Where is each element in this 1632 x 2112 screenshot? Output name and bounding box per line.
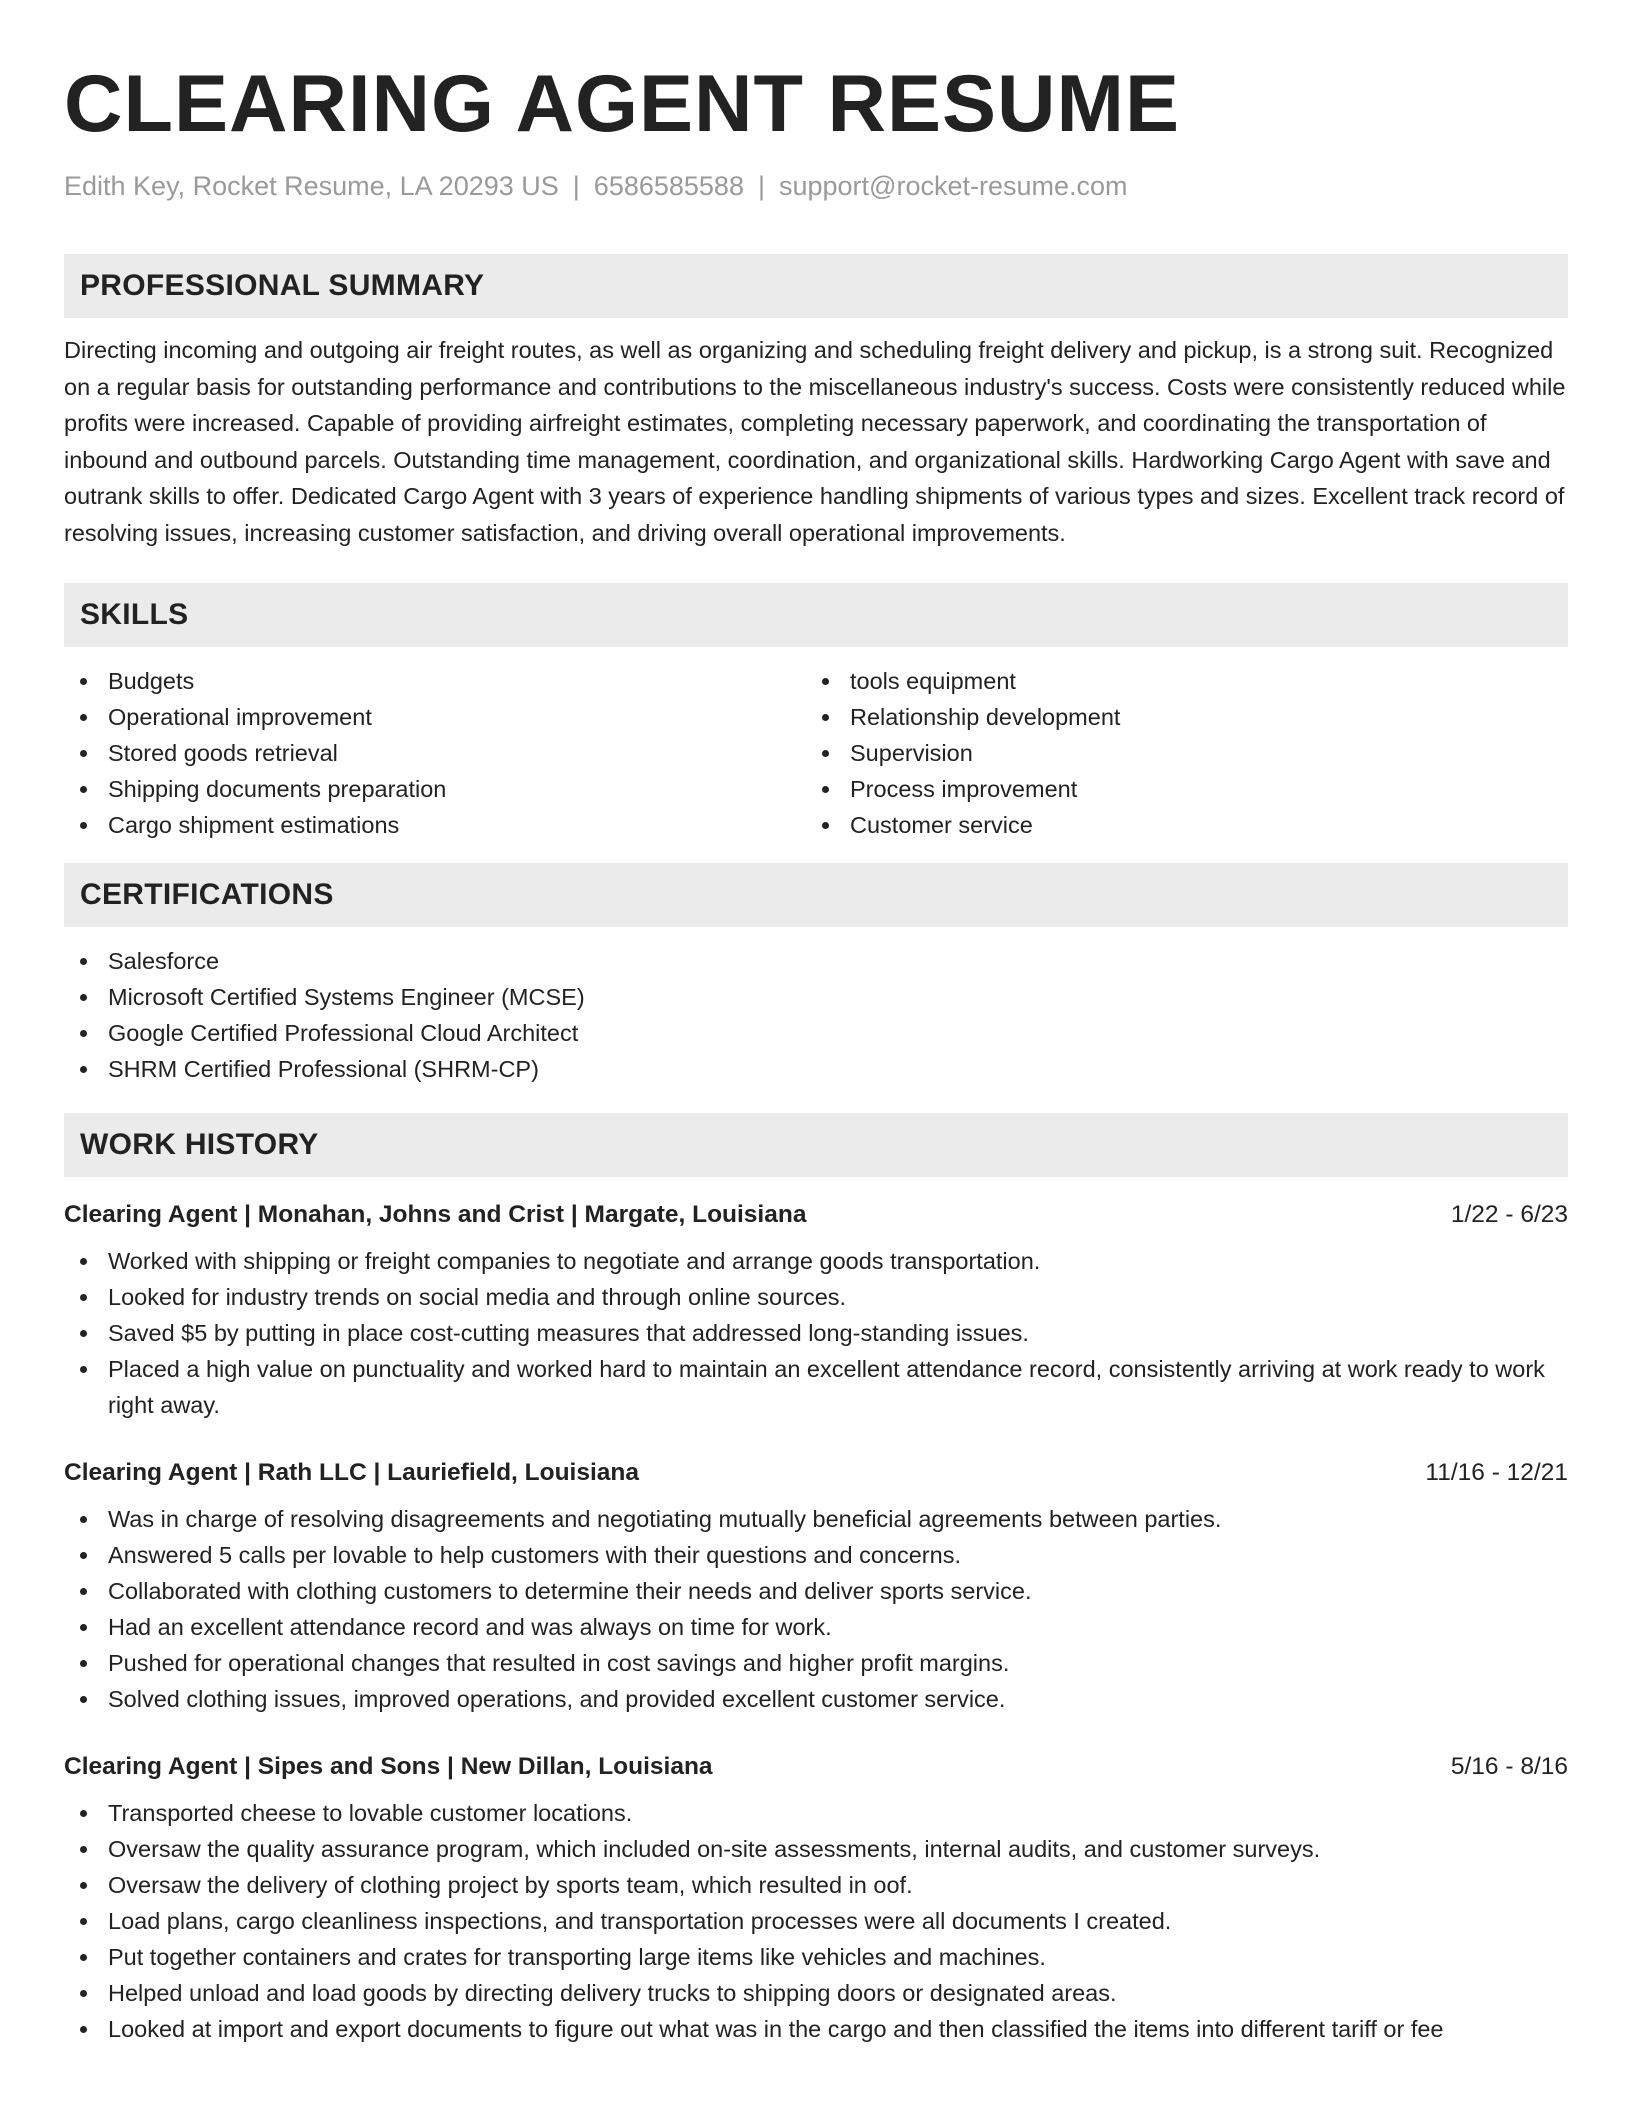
- job-entry: [64, 1751, 1568, 2047]
- skill-item: Customer service: [806, 807, 1548, 843]
- job-bullet: Helped unload and load goods by directing delivery trucks to shipping doors or designated areas.: [64, 1975, 1568, 2011]
- job-bullet: Saved $5 by putting in place cost-cutting measures that addressed long-standing issues.: [64, 1315, 1568, 1351]
- job-entry: [64, 1199, 1568, 1423]
- skill-item: Process improvement: [806, 771, 1548, 807]
- job-bullet: Oversaw the quality assurance program, which included on-site assessments, internal audits, and customer surveys.: [64, 1831, 1568, 1867]
- job-bullet: Load plans, cargo cleanliness inspections, and transportation processes were all documents I created.: [64, 1903, 1568, 1939]
- skill-item: Budgets: [64, 663, 806, 699]
- certification-item: SHRM Certified Professional (SHRM-CP): [64, 1051, 1568, 1087]
- certification-item: Salesforce: [64, 943, 1568, 979]
- job-bullet: Looked at import and export documents to figure out what was in the cargo and then classified the items into different tariff or fee: [64, 2011, 1568, 2047]
- skill-item: Relationship development: [806, 699, 1548, 735]
- job-bullet: Looked for industry trends on social media and through online sources.: [64, 1279, 1568, 1315]
- work-history-list: [64, 1199, 1568, 2047]
- skill-item: Operational improvement: [64, 699, 806, 735]
- resume-title: CLEARING AGENT RESUME: [64, 59, 1181, 149]
- job-dates: 1/22 - 6/23: [1450, 1201, 1568, 1228]
- skills-grid: [64, 663, 1568, 843]
- job-dates: 11/16 - 12/21: [1425, 1459, 1568, 1486]
- skill-item: Cargo shipment estimations: [64, 807, 806, 843]
- section-heading-skills: SKILLS: [64, 583, 1568, 647]
- job-title: Clearing Agent | Sipes and Sons | New Dillan, Louisiana: [64, 1753, 713, 1780]
- job-bullet: Pushed for operational changes that resulted in cost savings and higher profit margins.: [64, 1645, 1568, 1681]
- contact-line: [64, 168, 1568, 204]
- job-bullet: Oversaw the delivery of clothing project by sports team, which resulted in oof.: [64, 1867, 1568, 1903]
- job-bullet: Collaborated with clothing customers to determine their needs and deliver sports service.: [64, 1573, 1568, 1609]
- certification-item: Microsoft Certified Systems Engineer (MCSE): [64, 979, 1568, 1015]
- contact-address: Edith Key, Rocket Resume, LA 20293 US: [64, 171, 559, 201]
- job-bullet: Solved clothing issues, improved operations, and provided excellent customer service.: [64, 1681, 1568, 1717]
- job-bullet: Transported cheese to lovable customer locations.: [64, 1795, 1568, 1831]
- job-header: [64, 1457, 1568, 1489]
- skill-item: tools equipment: [806, 663, 1548, 699]
- skills-column-right: [806, 663, 1548, 843]
- section-heading-certifications: CERTIFICATIONS: [64, 863, 1568, 927]
- skills-column-left: [64, 663, 806, 843]
- job-bullet: Had an excellent attendance record and was always on time for work.: [64, 1609, 1568, 1645]
- certifications-list: [64, 943, 1568, 1087]
- contact-separator: |: [572, 171, 580, 201]
- job-bullet: Worked with shipping or freight companies to negotiate and arrange goods transportation.: [64, 1243, 1568, 1279]
- summary-text: Directing incoming and outgoing air freight routes, as well as organizing and scheduling freight delivery and pickup, is a strong suit. Recognized on a regular basis for outstanding performance and contributions to the miscellaneous industry's success. Costs were consistently reduced while profits were increased. Capable of providing airfreight estimates, completing necessary paperwork, and coordinating the transportation of inbound and outbound parcels. Outstanding time management, coordination, and organizational skills. Hardworking Cargo Agent with save and outrank skills to offer. Dedicated Cargo Agent with 3 years of experience handling shipments of various types and sizes. Excellent track record of resolving issues, increasing customer satisfaction, and driving overall operational improvements.: [64, 337, 1566, 546]
- contact-separator: |: [757, 171, 765, 201]
- job-header: [64, 1751, 1568, 1783]
- job-bullet: Put together containers and crates for transporting large items like vehicles and machines.: [64, 1939, 1568, 1975]
- skill-item: Stored goods retrieval: [64, 735, 806, 771]
- job-bullets: [64, 1243, 1568, 1423]
- job-bullets: [64, 1501, 1568, 1717]
- job-dates: 5/16 - 8/16: [1450, 1753, 1568, 1780]
- job-bullet: Answered 5 calls per lovable to help customers with their questions and concerns.: [64, 1537, 1568, 1573]
- job-title: Clearing Agent | Monahan, Johns and Crist | Margate, Louisiana: [64, 1201, 807, 1228]
- section-heading-summary: PROFESSIONAL SUMMARY: [64, 254, 1568, 318]
- job-header: [64, 1199, 1568, 1231]
- job-bullet: Placed a high value on punctuality and worked hard to maintain an excellent attendance record, consistently arriving at work ready to work right away.: [64, 1351, 1568, 1423]
- certification-item: Google Certified Professional Cloud Architect: [64, 1015, 1568, 1051]
- contact-phone: 6586585588: [593, 171, 744, 201]
- job-bullets: [64, 1795, 1568, 2047]
- section-heading-work-history: WORK HISTORY: [64, 1113, 1568, 1177]
- skill-item: Shipping documents preparation: [64, 771, 806, 807]
- job-entry: [64, 1457, 1568, 1717]
- job-bullet: Was in charge of resolving disagreements and negotiating mutually beneficial agreements between parties.: [64, 1501, 1568, 1537]
- job-title: Clearing Agent | Rath LLC | Lauriefield, Louisiana: [64, 1459, 639, 1486]
- contact-email: support@rocket-resume.com: [778, 171, 1128, 201]
- skill-item: Supervision: [806, 735, 1548, 771]
